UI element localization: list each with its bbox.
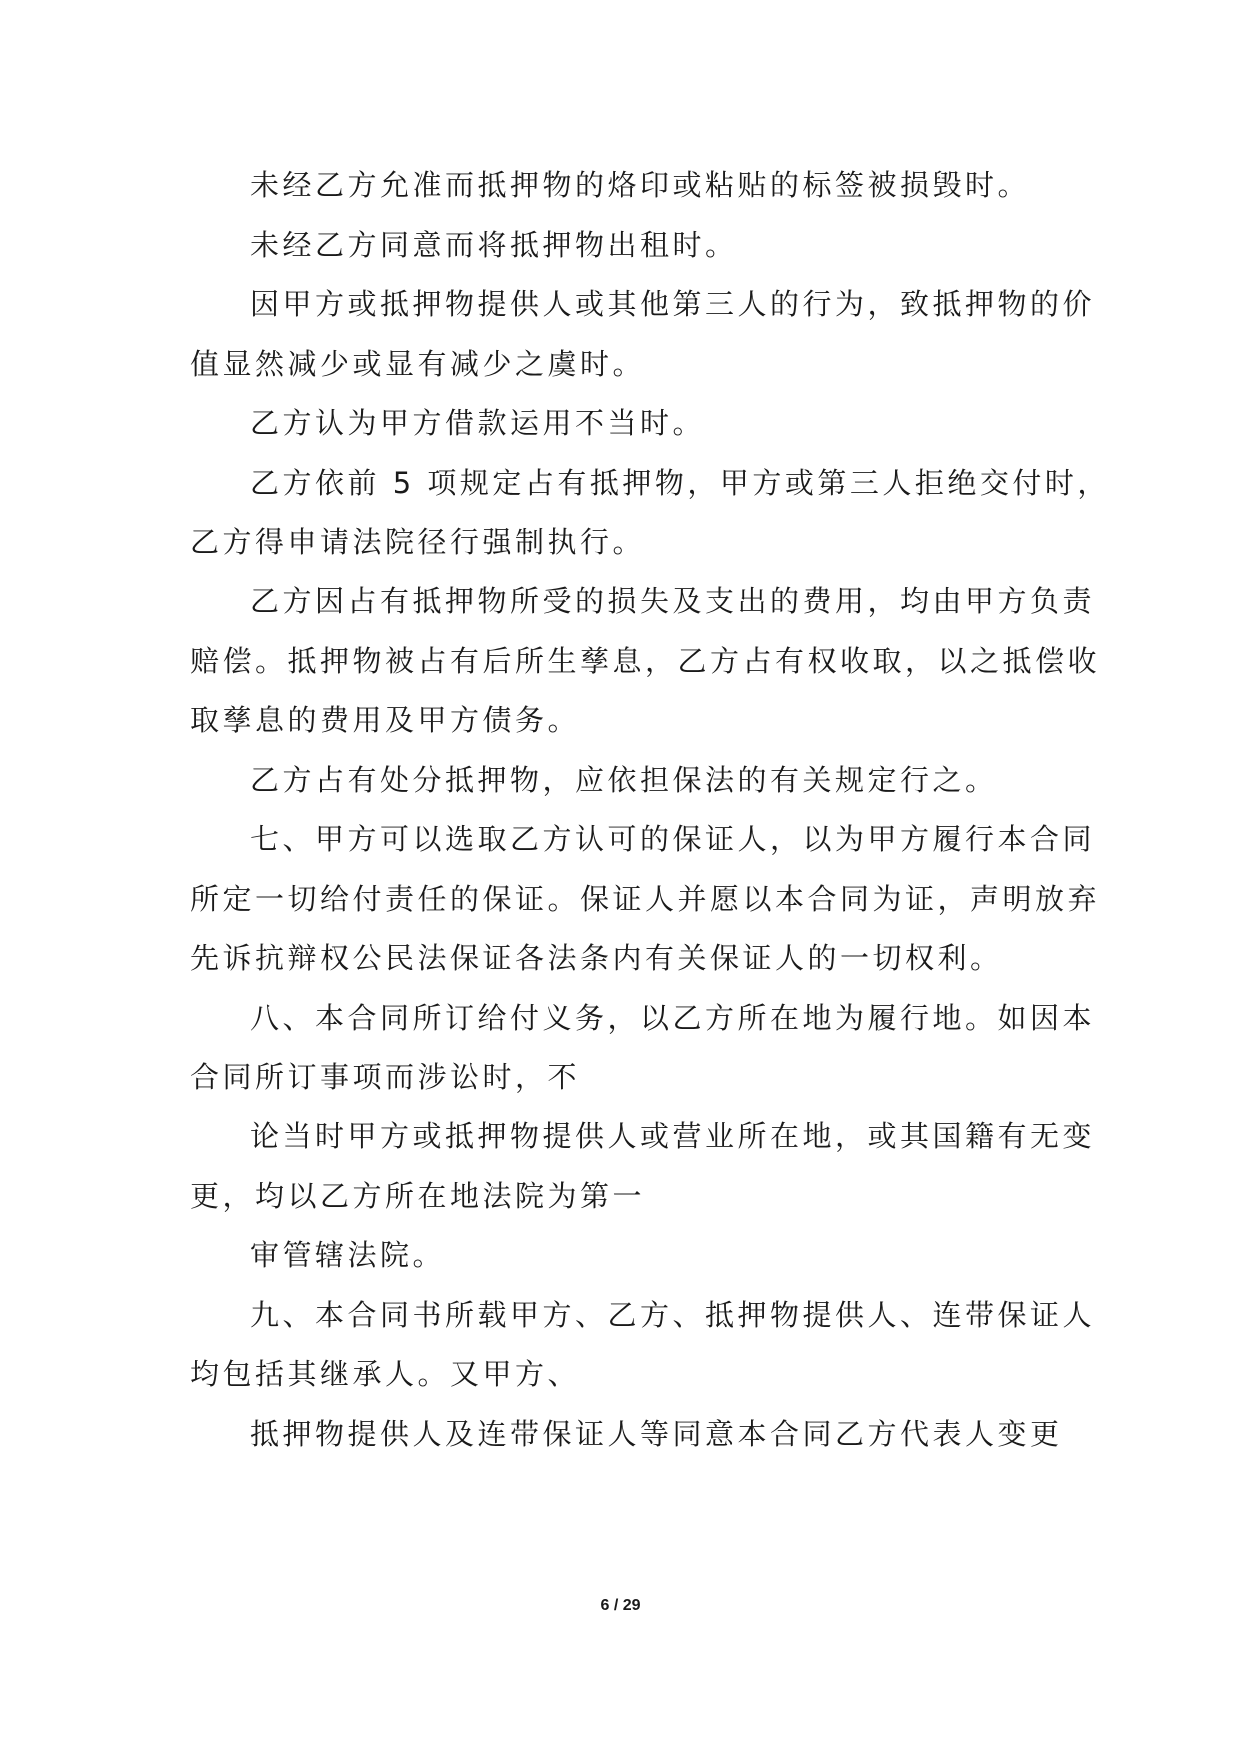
page-number: 6 / 29	[600, 1597, 641, 1614]
text-line: 审管辖法院。	[250, 1238, 446, 1272]
text-line: 未经乙方允准而抵押物的烙印或粘贴的标签被损毁时。	[250, 168, 1031, 202]
text-line: 因甲方或抵押物提供人或其他第三人的行为，致抵押物的价	[250, 287, 1096, 321]
text-line: 赔偿。抵押物被占有后所生孳息，乙方占有权收取，以之抵偿收	[190, 644, 1101, 678]
text-line: 乙方得申请法院径行强制执行。	[190, 525, 646, 559]
text-line: 乙方认为甲方借款运用不当时。	[250, 406, 706, 440]
text-line: 均包括其继承人。又甲方、	[190, 1357, 581, 1391]
text-line: 乙方依前 5 项规定占有抵押物，甲方或第三人拒绝交付时，	[250, 466, 1110, 500]
text-line: 合同所订事项而涉讼时，不	[190, 1060, 581, 1094]
text-line: 未经乙方同意而将抵押物出租时。	[250, 228, 738, 262]
text-line: 乙方因占有抵押物所受的损失及支出的费用，均由甲方负责	[250, 584, 1096, 618]
text-line: 值显然减少或显有减少之虞时。	[190, 347, 646, 381]
text-line: 所定一切给付责任的保证。保证人并愿以本合同为证，声明放弃	[190, 882, 1101, 916]
text-line: 更，均以乙方所在地法院为第一	[190, 1179, 646, 1213]
text-line: 七、甲方可以选取乙方认可的保证人，以为甲方履行本合同	[250, 822, 1096, 856]
text-line: 八、本合同所订给付义务，以乙方所在地为履行地。如因本	[250, 1001, 1096, 1035]
text-line: 取孳息的费用及甲方债务。	[190, 703, 581, 737]
text-line: 论当时甲方或抵押物提供人或营业所在地，或其国籍有无变	[250, 1119, 1096, 1153]
text-line: 乙方占有处分抵押物，应依担保法的有关规定行之。	[250, 763, 998, 797]
text-line: 先诉抗辩权公民法保证各法条内有关保证人的一切权利。	[190, 941, 1003, 975]
text-line: 九、本合同书所载甲方、乙方、抵押物提供人、连带保证人	[250, 1298, 1096, 1332]
text-line: 抵押物提供人及连带保证人等同意本合同乙方代表人变更	[250, 1417, 1063, 1451]
